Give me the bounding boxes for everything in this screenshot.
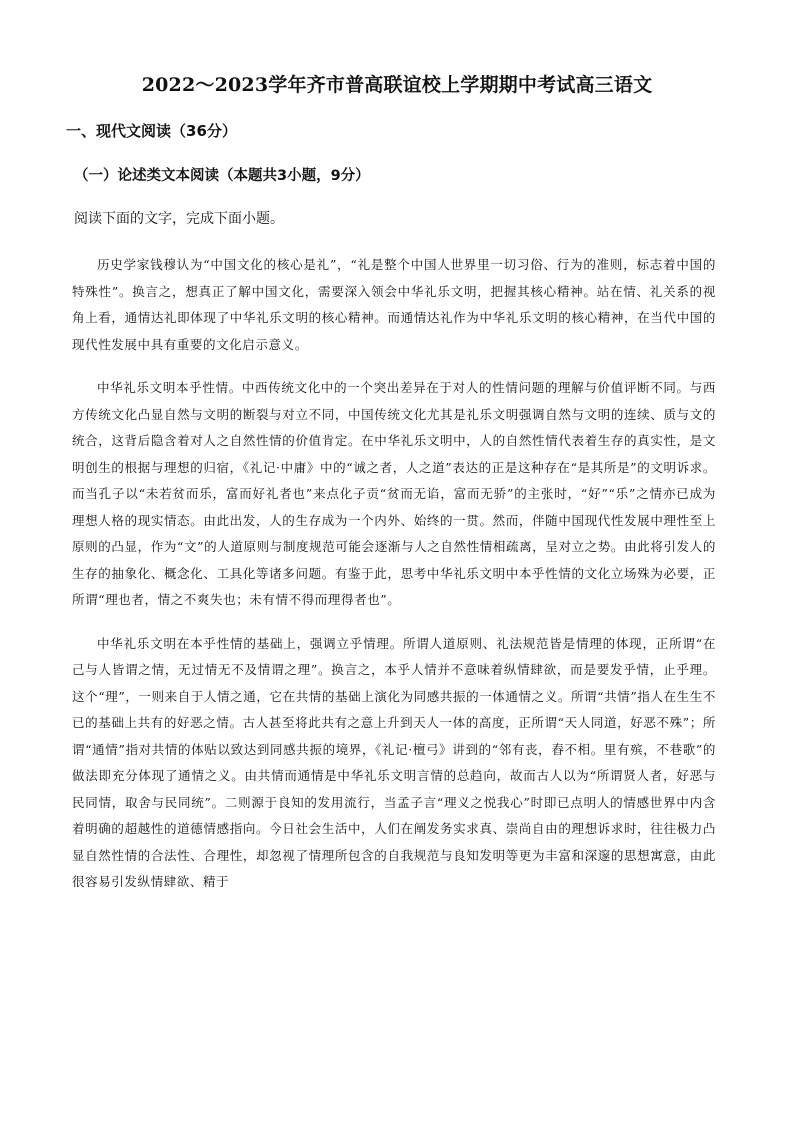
passage-paragraph-1: 历史学家钱穆认为“中国文化的核心是礼”，“礼是整个中国人世界里一切习俗、行为的准则，标志着中国的特殊性”。换言之，想真正了解中国文化，需要深入领会中华礼乐文明，把握其核心精神。站在情、礼关系的视角上看，通情达礼即体现了中华礼乐文明的核心精神。而通情达礼作为中华礼乐文明的核心精神，在当代中国的现代性发展中具有重要的文化启示意义。 <box>72 257 716 352</box>
document-title: 2022～2023学年齐市普高联谊校上学期期中考试高三语文 <box>141 74 653 96</box>
section-heading: 一、现代文阅读（36分） <box>66 122 237 140</box>
reading-instruction: 阅读下面的文字，完成下面小题。 <box>74 211 284 227</box>
subsection-heading: （一）论述类文本阅读（本题共3小题，9分） <box>74 168 370 184</box>
passage-paragraph-2: 中华礼乐文明本乎性情。中西传统文化中的一个突出差异在于对人的性情问题的理解与价值评断不同。与西方传统文化凸显自然与文明的断裂与对立不同，中国传统文化尤其是礼乐文明强调自然与文明的连续、质与文的统合，这背后隐含着对人之自然性情的价值肯定。在中华礼乐文明中，人的自然性情代表着生存的真实性，是文明创生的根据与理想的归宿，《礼记·中庸》中的“诚之者，人之道”表达的正是这种存在“是其所是”的文明诉求。而当孔子以“未若贫而乐，富而好礼者也”来点化子贡“贫而无谄，富而无骄”的主张时，“好”“乐”之情亦已成为理想人格的现实情态。由此出发，人的生存成为一个内外、始终的一贯。然而，伴随中国现代性发展中理性至上原则的凸显，作为“文”的人道原则与制度规范可能会逐渐与人之自然性情相疏离，呈对立之势。由此将引发人的生存的抽象化、概念化、工具化等诸多问题。有鉴于此，思考中华礼乐文明中本乎性情的文化立场殊为必要，正所谓“理也者，情之不爽失也；未有情不得而理得者也”。 <box>72 380 716 607</box>
passage-body <box>72 252 716 913</box>
passage-paragraph-3: 中华礼乐文明在本乎性情的基础上，强调立乎情理。所谓人道原则、礼法规范皆是情理的体现，正所谓“在己与人皆谓之情，无过情无不及情谓之理”。换言之，本乎人情并不意味着纵情肆欲，而是要发乎情，止乎理。这个“理”，一则来自于人情之通，它在共情的基础上演化为同感共振的一体通情之义。所谓“共情”指人在生生不已的基础上共有的好恶之情。古人甚至将此共有之意上升到天人一体的高度，正所谓“天人同道，好恶不殊”；所谓“通情”指对共情的体贴以致达到同感共振的境界，《礼记·檀弓》讲到的“邻有丧，舂不相。里有殡，不巷歌”的做法即充分体现了通情之义。由共情而通情是中华礼乐文明言情的总趋向，故而古人以为“所谓贤人者，好恶与民同情，取舍与民同统”。二则源于良知的发用流行，当孟子言“理义之悦我心”时即已点明人的情感世界中内含着明确的超越性的道德情感指向。今日社会生活中，人们在阐发务实求真、崇尚自由的理想诉求时，往往极力凸显自然性情的合法性、合理性，却忽视了情理所包含的自我规范与良知发明等更为丰富和深邃的思想寓意，由此很容易引发纵情肆欲、精于 <box>72 635 716 889</box>
